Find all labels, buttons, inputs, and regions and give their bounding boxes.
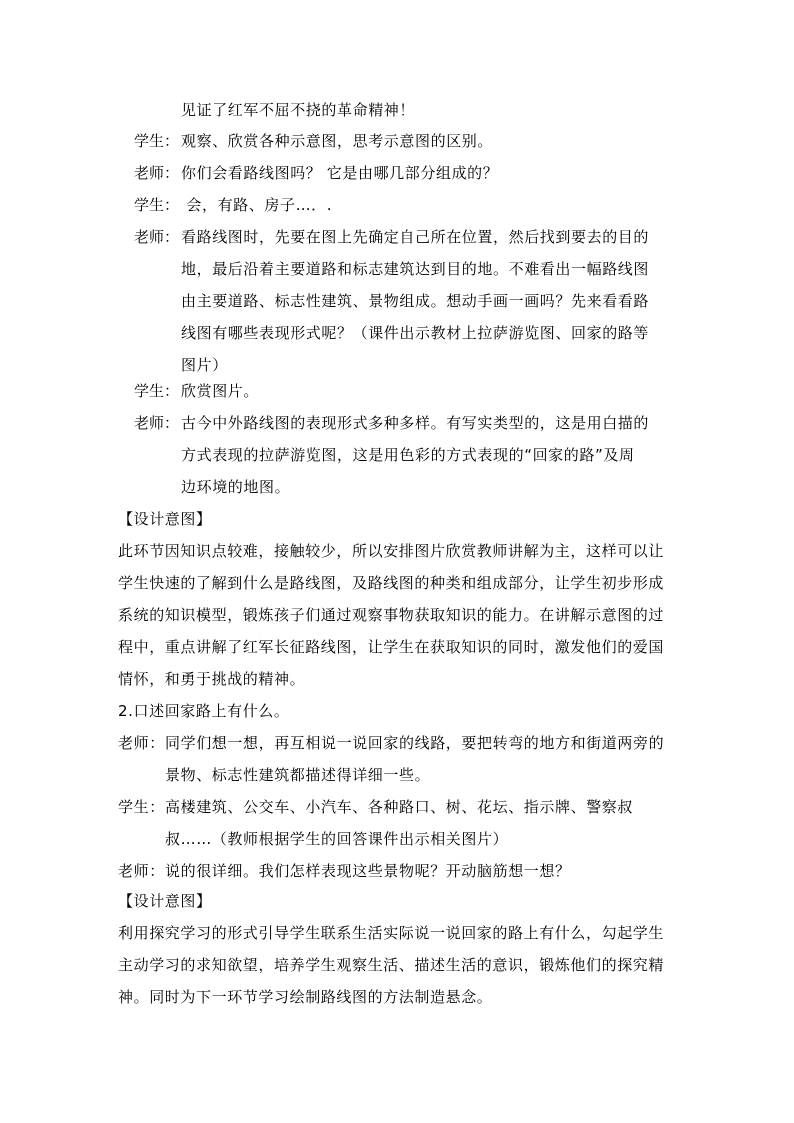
dialogue-line: 看路线图时，先要在图上先确定自己所在位置，然后找到要去的目的: [181, 228, 650, 246]
section-title: 2.口述回家路上有什么。: [118, 702, 290, 720]
dialogue-line: 地，最后沿着主要道路和标志建筑达到目的地。不难看出一幅路线图: [181, 260, 650, 278]
dialogue-line: 见证了红军不屈不挠的革命精神！: [181, 101, 416, 119]
dialogue-line: 同学们想一想，再互相说一说回家的线路，要把转弯的地方和街道两旁的: [165, 734, 665, 752]
dialogue-line: 边环境的地图。: [181, 478, 291, 496]
speaker-label: 老师：: [134, 414, 180, 432]
dialogue-line: 景物、标志性建筑都描述得详细一些。: [165, 766, 431, 784]
speaker-label: 学生：: [134, 382, 180, 400]
dialogue-line: 会，有路、房子…．.: [181, 196, 333, 214]
design-intent-heading: 【设计意图】: [118, 510, 212, 528]
dialogue-line: 你们会看路线图吗？ 它是由哪几部分组成的？: [181, 164, 499, 182]
dialogue-line: 古今中外路线图的表现形式多种多样。有写实类型的，这是用白描的: [181, 414, 650, 432]
paragraph-line: 利用探究学习的形式引导学生联系生活实际说一说回家的路上有什么，勾起学生: [118, 924, 665, 942]
speaker-label: 老师：: [118, 862, 165, 880]
dialogue-line: 说的很详细。我们怎样表现这些景物呢？开动脑筋想一想？: [165, 862, 571, 880]
speaker-label: 老师：: [118, 734, 165, 752]
paragraph-line: 主动学习的求知欲望，培养学生观察生活、描述生活的意识，锻炼他们的探究精: [118, 956, 665, 974]
paragraph-line: 系统的知识模型，锻炼孩子们通过观察事物获取知识的能力。在讲解示意图的过: [118, 606, 665, 624]
speaker-label: 老师：: [134, 228, 180, 246]
speaker-label: 学生：: [134, 196, 180, 214]
speaker-label: 学生：: [134, 132, 180, 150]
paragraph-line: 情怀，和勇于挑战的精神。: [118, 670, 306, 688]
dialogue-line: 叔……（教师根据学生的回答课件出示相关图片）: [165, 830, 509, 848]
dialogue-line: 由主要道路、标志性建筑、景物组成。想动手画一画吗？先来看看路: [181, 292, 650, 310]
dialogue-line: 高楼建筑、公交车、小汽车、各种路口、树、花坛、指示牌、警察叔: [165, 798, 634, 816]
speaker-label: 老师：: [134, 164, 180, 182]
design-intent-heading: 【设计意图】: [118, 892, 212, 910]
paragraph-line: 此环节因知识点较难，接触较少，所以安排图片欣赏教师讲解为主，这样可以让: [118, 542, 665, 560]
paragraph-line: 程中，重点讲解了红军长征路线图，让学生在获取知识的同时，激发他们的爱国: [118, 638, 665, 656]
speaker-label: 学生：: [118, 798, 165, 816]
dialogue-line: 观察、欣赏各种示意图，思考示意图的区别。: [181, 132, 494, 150]
dialogue-line: 方式表现的拉萨游览图，这是用色彩的方式表现的“回家的路”及周: [181, 446, 635, 464]
dialogue-line: 图片）: [181, 356, 228, 374]
paragraph-line: 学生快速的了解到什么是路线图，及路线图的种类和组成部分，让学生初步形成: [118, 574, 665, 592]
dialogue-line: 欣赏图片。: [181, 382, 260, 400]
paragraph-line: 神。同时为下一环节学习绘制路线图的方法制造悬念。: [118, 988, 493, 1006]
dialogue-line: 线图有哪些表现形式呢？（课件出示教材上拉萨游览图、回家的路等: [181, 324, 650, 342]
